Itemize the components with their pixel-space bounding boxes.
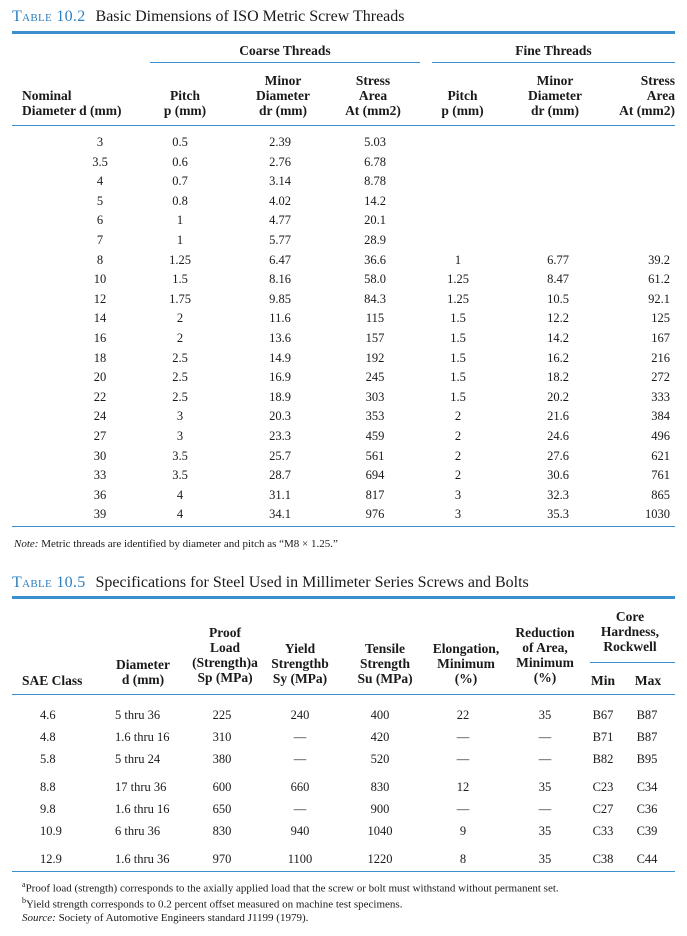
- cell-fine-pitch: 2: [454, 468, 462, 483]
- cell-coarse-stress-area: 561: [365, 448, 385, 463]
- cell-proof-load: 600: [212, 780, 232, 794]
- cell-fine-pitch: 1.5: [450, 331, 466, 345]
- cell-yield-strength: —: [293, 730, 307, 744]
- cell-coarse-pitch: 0.5: [172, 135, 188, 149]
- table-10-5-source: Source: Society of Automotive Engineers standard J1199 (1979).: [22, 912, 309, 924]
- cell-tensile-strength: 520: [370, 752, 390, 766]
- cell-fine-minor-diameter: 6.77: [547, 252, 569, 267]
- cell-diameter: 1.6 thru 16: [115, 730, 170, 744]
- fine-threads-group: Fine Threads: [515, 43, 592, 58]
- cell-coarse-stress-area: 192: [365, 350, 385, 365]
- cell-fine-pitch: 1.5: [450, 389, 466, 404]
- cell-tensile-strength: 830: [370, 780, 390, 794]
- cell-fine-stress-area: 61.2: [648, 272, 670, 287]
- cell-fine-stress-area: 39.2: [648, 252, 670, 267]
- cell-coarse-stress-area: 28.9: [364, 233, 386, 247]
- cell-fine-pitch: 1: [454, 252, 462, 267]
- cell-fine-stress-area: 761: [651, 468, 670, 483]
- cell-fine-pitch: 1.5: [450, 370, 466, 385]
- coarse-threads-group: Coarse Threads: [239, 43, 331, 58]
- cell-reduction-of-area: 35: [538, 708, 552, 722]
- cell-nominal-diameter: 18: [93, 350, 107, 365]
- cell-coarse-pitch: 0.6: [172, 154, 188, 169]
- cell-reduction-of-area: 35: [538, 852, 552, 866]
- cell-coarse-minor-diameter: 16.9: [269, 370, 291, 385]
- cell-coarse-minor-diameter: 20.3: [269, 409, 291, 424]
- cell-coarse-stress-area: 157: [365, 331, 385, 345]
- cell-fine-minor-diameter: 30.6: [547, 468, 569, 483]
- cell-fine-pitch: 1.5: [450, 350, 466, 365]
- cell-coarse-minor-diameter: 6.47: [269, 252, 291, 267]
- cell-fine-stress-area: 1030: [645, 507, 670, 522]
- table-10-2-header-rule: [12, 125, 675, 126]
- cell-coarse-stress-area: 976: [365, 507, 385, 522]
- cell-coarse-minor-diameter: 2.76: [269, 154, 291, 169]
- cell-fine-stress-area: 384: [651, 409, 670, 424]
- cell-fine-minor-diameter: 24.6: [547, 429, 569, 443]
- table-10-5-bottom-rule: [12, 871, 675, 872]
- cell-coarse-minor-diameter: 8.16: [269, 272, 291, 287]
- cell-fine-stress-area: 272: [651, 370, 670, 385]
- table-10-5-title: Table 10.5 Specifications for Steel Used in Millimeter Series Screws and Bolts: [12, 574, 529, 591]
- cell-hardness-min: B82: [592, 752, 614, 766]
- col-elongation: Elongation, Minimum (%): [432, 641, 500, 686]
- col-coarse-minor-diameter: Minor Diameter dr (mm): [256, 73, 310, 118]
- table-10-2-note: Note: Metric threads are identified by diameter and pitch as “M8 × 1.25.”: [14, 538, 338, 550]
- cell-coarse-stress-area: 817: [365, 487, 385, 502]
- cell-yield-strength: —: [293, 752, 307, 766]
- cell-fine-pitch: 1.25: [447, 272, 469, 287]
- core-hardness-rule: [590, 662, 675, 663]
- cell-tensile-strength: 900: [370, 802, 390, 816]
- cell-fine-minor-diameter: 32.3: [547, 487, 569, 502]
- cell-coarse-pitch: 2.5: [172, 370, 188, 385]
- cell-yield-strength: 1100: [287, 852, 313, 866]
- cell-coarse-pitch: 3: [176, 409, 184, 424]
- cell-coarse-minor-diameter: 14.9: [269, 350, 291, 365]
- col-coarse-stress-area: Stress Area At (mm2): [345, 73, 401, 118]
- cell-coarse-pitch: 2: [176, 311, 184, 326]
- cell-proof-load: 830: [212, 824, 232, 838]
- cell-hardness-max: C44: [636, 852, 658, 866]
- cell-nominal-diameter: 12: [93, 291, 107, 306]
- cell-coarse-stress-area: 84.3: [364, 291, 386, 306]
- cell-fine-minor-diameter: 12.2: [547, 311, 569, 326]
- cell-nominal-diameter: 36: [93, 487, 107, 502]
- cell-coarse-minor-diameter: 18.9: [269, 389, 291, 404]
- cell-yield-strength: —: [293, 802, 307, 816]
- cell-fine-minor-diameter: 21.6: [547, 409, 569, 424]
- cell-yield-strength: 660: [290, 780, 310, 794]
- cell-fine-pitch: 2: [454, 429, 462, 443]
- cell-diameter: 1.6 thru 16: [115, 802, 170, 816]
- cell-coarse-minor-diameter: 3.14: [269, 174, 291, 189]
- table-10-5-header-rule: [12, 694, 675, 695]
- col-hardness-min: Min: [590, 673, 615, 688]
- col-fine-pitch: Pitch p (mm): [441, 88, 484, 118]
- table-10-2-bottom-rule: [12, 526, 675, 527]
- cell-coarse-pitch: 2: [176, 331, 184, 345]
- col-reduction-of-area: Reduction of Area, Minimum (%): [515, 625, 575, 685]
- cell-hardness-min: C38: [592, 852, 614, 866]
- fine-group-rule: [432, 62, 675, 63]
- cell-hardness-max: C34: [636, 780, 658, 794]
- footnote-a: $^a$Proof load (strength) corresponds to the axially applied load that the screw or bolt must withstand without permanent set.: [22, 880, 559, 895]
- col-sae-class: SAE Class: [22, 673, 83, 688]
- table-10-2-title: Table 10.2 Basic Dimensions of ISO Metric Screw Threads: [12, 8, 405, 25]
- cell-elongation: 8: [459, 852, 467, 866]
- cell-fine-stress-area: 496: [651, 429, 670, 443]
- cell-elongation: —: [456, 730, 470, 744]
- cell-fine-minor-diameter: 16.2: [547, 350, 569, 365]
- cell-sae-class: 9.8: [40, 802, 56, 816]
- cell-proof-load: 225: [212, 708, 232, 722]
- cell-coarse-stress-area: 14.2: [364, 193, 386, 208]
- cell-coarse-pitch: 2.5: [172, 389, 188, 404]
- cell-hardness-min: C33: [592, 824, 614, 838]
- cell-elongation: 9: [459, 824, 467, 838]
- col-proof-load: Proof Load (Strength)a Sp (MPa): [192, 625, 258, 685]
- cell-hardness-max: B87: [636, 708, 658, 722]
- cell-coarse-stress-area: 303: [365, 389, 385, 404]
- cell-coarse-stress-area: 694: [365, 468, 385, 483]
- coarse-group-rule: [150, 62, 420, 63]
- cell-coarse-pitch: 1.75: [169, 291, 191, 306]
- cell-proof-load: 380: [212, 752, 232, 766]
- cell-nominal-diameter: 8: [96, 252, 104, 267]
- cell-tensile-strength: 400: [370, 708, 390, 722]
- cell-coarse-pitch: 1.25: [169, 252, 191, 267]
- col-yield-strength: Yield Strengthb Sy (MPa): [271, 641, 329, 686]
- cell-diameter: 6 thru 36: [115, 824, 161, 838]
- cell-sae-class: 5.8: [40, 752, 56, 766]
- footnote-b: $^b$Yield strength corresponds to 0.2 percent offset measured on machine test specimens.: [22, 896, 403, 911]
- cell-nominal-diameter: 10: [93, 272, 107, 287]
- col-fine-stress-area: Stress Area At (mm2): [619, 73, 675, 118]
- cell-coarse-pitch: 1: [176, 233, 184, 247]
- cell-coarse-pitch: 0.7: [172, 174, 188, 189]
- cell-proof-load: 650: [212, 802, 232, 816]
- cell-sae-class: 12.9: [40, 852, 62, 866]
- cell-nominal-diameter: 39: [93, 507, 107, 522]
- cell-fine-pitch: 1.5: [450, 311, 466, 326]
- cell-diameter: 17 thru 36: [115, 780, 167, 794]
- cell-coarse-pitch: 3.5: [172, 468, 188, 483]
- cell-hardness-max: B87: [636, 730, 658, 744]
- cell-fine-stress-area: 333: [651, 389, 670, 404]
- cell-coarse-stress-area: 36.6: [364, 252, 386, 267]
- table-10-5-label: Table 10.5: [12, 574, 86, 591]
- cell-coarse-stress-area: 115: [365, 311, 385, 326]
- cell-coarse-stress-area: 353: [365, 409, 385, 424]
- cell-coarse-stress-area: 58.0: [364, 272, 386, 287]
- cell-fine-stress-area: 621: [651, 448, 670, 463]
- cell-coarse-pitch: 4: [176, 507, 184, 522]
- cell-elongation: 22: [456, 708, 470, 722]
- cell-fine-minor-diameter: 10.5: [547, 291, 569, 306]
- cell-nominal-diameter: 6: [96, 213, 104, 228]
- cell-coarse-minor-diameter: 34.1: [269, 507, 291, 522]
- cell-fine-stress-area: 216: [651, 350, 670, 365]
- cell-coarse-minor-diameter: 9.85: [269, 291, 291, 306]
- cell-coarse-stress-area: 459: [365, 429, 385, 443]
- cell-tensile-strength: 1040: [367, 824, 393, 838]
- cell-tensile-strength: 1220: [367, 852, 393, 866]
- cell-hardness-max: C36: [636, 802, 658, 816]
- cell-coarse-minor-diameter: 13.6: [269, 331, 291, 345]
- cell-fine-minor-diameter: 35.3: [547, 507, 569, 522]
- cell-coarse-minor-diameter: 4.02: [269, 193, 291, 208]
- table-10-2-top-rule: [12, 31, 675, 34]
- col-fine-minor-diameter: Minor Diameter dr (mm): [528, 73, 582, 118]
- cell-hardness-max: C39: [636, 824, 658, 838]
- cell-fine-stress-area: 125: [651, 311, 670, 326]
- cell-reduction-of-area: 35: [538, 780, 552, 794]
- cell-yield-strength: 940: [290, 824, 310, 838]
- cell-diameter: 5 thru 36: [115, 708, 161, 722]
- cell-coarse-minor-diameter: 23.3: [269, 429, 291, 443]
- cell-sae-class: 8.8: [40, 780, 56, 794]
- cell-elongation: —: [456, 802, 470, 816]
- table-10-5-top-rule: [12, 596, 675, 599]
- cell-fine-minor-diameter: 18.2: [547, 370, 569, 385]
- cell-coarse-minor-diameter: 28.7: [269, 468, 291, 483]
- cell-fine-stress-area: 92.1: [648, 291, 670, 306]
- cell-fine-minor-diameter: 20.2: [547, 389, 569, 404]
- cell-sae-class: 4.8: [40, 730, 56, 744]
- cell-coarse-minor-diameter: 2.39: [269, 135, 291, 149]
- cell-fine-stress-area: 167: [651, 331, 670, 345]
- cell-coarse-minor-diameter: 4.77: [269, 213, 291, 228]
- cell-coarse-pitch: 4: [176, 487, 184, 502]
- cell-coarse-pitch: 3: [176, 429, 184, 443]
- col-nominal-diameter: Nominal Diameter d (mm): [22, 88, 122, 118]
- cell-coarse-minor-diameter: 25.7: [269, 448, 291, 463]
- cell-reduction-of-area: —: [538, 752, 552, 766]
- cell-hardness-min: B67: [592, 708, 614, 722]
- cell-coarse-stress-area: 8.78: [364, 174, 386, 189]
- cell-yield-strength: 240: [290, 708, 310, 722]
- cell-nominal-diameter: 20: [93, 370, 107, 385]
- cell-fine-pitch: 3: [454, 487, 462, 502]
- cell-fine-pitch: 1.25: [447, 291, 469, 306]
- cell-proof-load: 310: [212, 730, 232, 744]
- cell-coarse-pitch: 1.5: [172, 272, 188, 287]
- cell-fine-minor-diameter: 8.47: [547, 272, 569, 287]
- col-hardness-max: Max: [634, 673, 662, 688]
- cell-reduction-of-area: 35: [538, 824, 552, 838]
- col-core-hardness: Core Hardness, Rockwell: [600, 609, 660, 654]
- cell-hardness-min: C23: [592, 780, 614, 794]
- cell-coarse-stress-area: 6.78: [364, 154, 386, 169]
- cell-coarse-pitch: 1: [176, 213, 184, 228]
- cell-fine-pitch: 2: [454, 448, 462, 463]
- cell-nominal-diameter: 24: [93, 409, 107, 424]
- cell-nominal-diameter: 7: [96, 233, 104, 247]
- col-diameter: Diameter d (mm): [116, 657, 170, 687]
- cell-nominal-diameter: 3.5: [92, 154, 108, 169]
- cell-nominal-diameter: 14: [93, 311, 107, 326]
- cell-nominal-diameter: 33: [93, 468, 107, 483]
- cell-hardness-max: B95: [636, 752, 658, 766]
- cell-reduction-of-area: —: [538, 730, 552, 744]
- table-10-2-label: Table 10.2: [12, 8, 86, 25]
- cell-nominal-diameter: 30: [93, 448, 107, 463]
- cell-coarse-stress-area: 20.1: [364, 213, 386, 228]
- cell-sae-class: 10.9: [40, 824, 62, 838]
- cell-fine-stress-area: 865: [651, 487, 670, 502]
- cell-nominal-diameter: 16: [93, 331, 107, 345]
- cell-coarse-stress-area: 5.03: [364, 135, 386, 149]
- cell-fine-minor-diameter: 27.6: [547, 448, 569, 463]
- cell-fine-pitch: 2: [454, 409, 462, 424]
- cell-nominal-diameter: 5: [96, 193, 104, 208]
- cell-nominal-diameter: 22: [93, 389, 107, 404]
- cell-elongation: 12: [456, 780, 470, 794]
- cell-diameter: 1.6 thru 36: [115, 852, 170, 866]
- cell-hardness-min: B71: [592, 730, 614, 744]
- cell-tensile-strength: 420: [370, 730, 390, 744]
- cell-coarse-minor-diameter: 5.77: [269, 233, 291, 247]
- cell-nominal-diameter: 27: [93, 429, 107, 443]
- cell-coarse-pitch: 2.5: [172, 350, 188, 365]
- cell-coarse-pitch: 3.5: [172, 448, 188, 463]
- cell-reduction-of-area: —: [538, 802, 552, 816]
- cell-coarse-minor-diameter: 11.6: [269, 311, 291, 326]
- cell-coarse-pitch: 0.8: [172, 193, 188, 208]
- cell-fine-pitch: 3: [454, 507, 462, 522]
- cell-coarse-stress-area: 245: [365, 370, 385, 385]
- cell-sae-class: 4.6: [40, 708, 56, 722]
- cell-diameter: 5 thru 24: [115, 752, 161, 766]
- col-tensile-strength: Tensile Strength Su (MPa): [357, 641, 413, 686]
- cell-elongation: —: [456, 752, 470, 766]
- cell-proof-load: 970: [212, 852, 232, 866]
- cell-fine-minor-diameter: 14.2: [547, 331, 569, 345]
- cell-coarse-minor-diameter: 31.1: [269, 487, 291, 502]
- cell-hardness-min: C27: [592, 802, 614, 816]
- cell-nominal-diameter: 4: [96, 174, 104, 189]
- cell-nominal-diameter: 3: [96, 135, 104, 149]
- col-coarse-pitch: Pitch p (mm): [163, 88, 207, 118]
